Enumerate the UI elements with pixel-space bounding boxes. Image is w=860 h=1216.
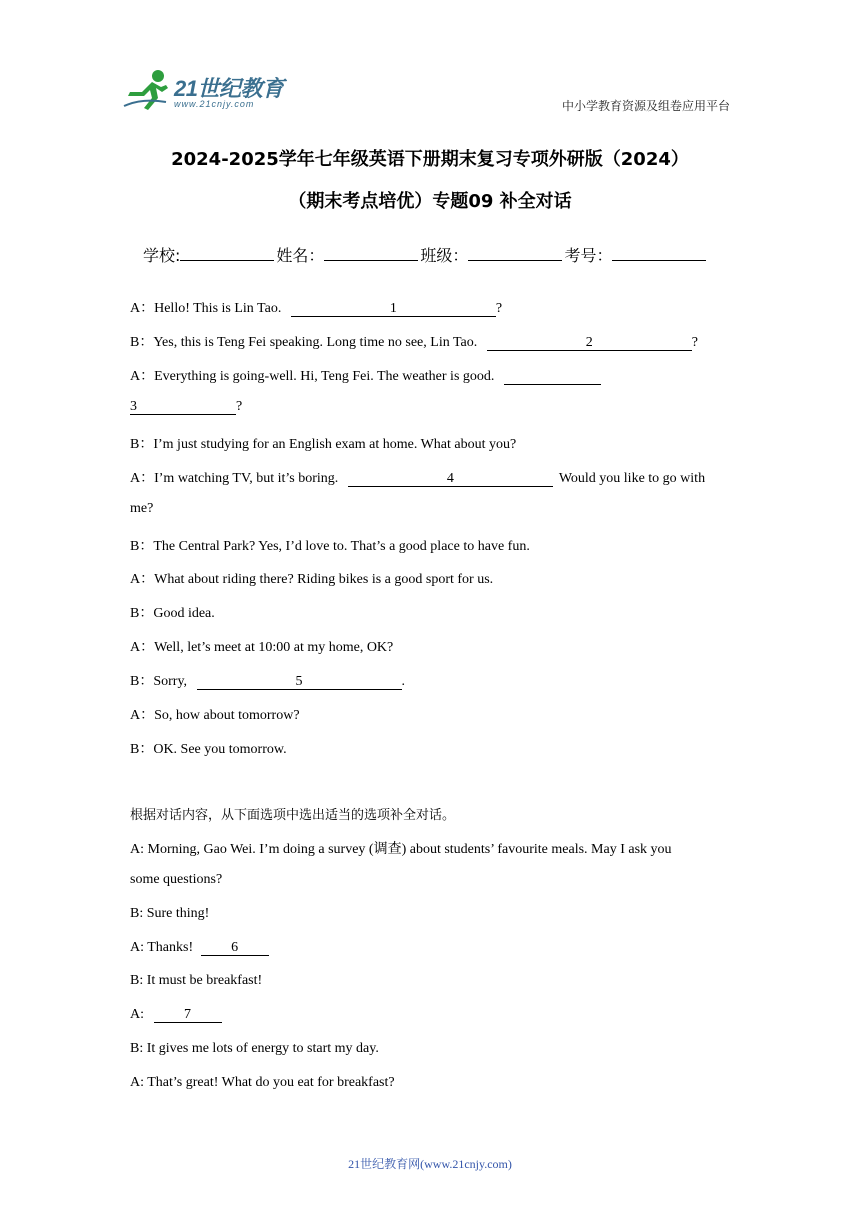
dialog-line: B：OK. See you tomorrow. <box>130 742 287 757</box>
number-label: 考号： <box>564 246 613 265</box>
dialog-line: B: Sure thing! <box>130 906 210 921</box>
dialog-line: me? <box>130 501 154 516</box>
logo <box>122 68 292 116</box>
dialog-line: B：The Central Park? Yes, I’d love to. That’s a good place to have fun. <box>130 539 530 554</box>
dialog-text: A: <box>130 1007 144 1022</box>
dialog-line <box>130 331 698 351</box>
dialog-text: . <box>401 674 406 689</box>
dialog-line <box>130 670 405 690</box>
dialog-line: A：So, how about tomorrow? <box>130 708 300 723</box>
dialog-line: B: It gives me lots of energy to start my day. <box>130 1041 379 1056</box>
school-blank[interactable] <box>180 246 274 261</box>
dialog-line <box>130 399 242 415</box>
dialog-line: A：Well, let’s meet at 10:00 at my home, OK? <box>130 640 394 655</box>
answer-blank-3-start[interactable] <box>504 369 601 385</box>
page-title: 2024-2025学年七年级英语下册期末复习专项外研版（2024） <box>171 149 689 170</box>
logo-url: www.21cnjy.com <box>174 99 255 109</box>
class-blank[interactable] <box>468 246 562 261</box>
runner-icon <box>122 68 172 114</box>
number-blank[interactable] <box>612 246 706 261</box>
dialog-line <box>130 467 705 487</box>
dialog-text: A：I’m watching TV, but it’s boring. <box>130 471 339 486</box>
answer-blank-5[interactable]: 5 <box>197 674 402 690</box>
dialog-text: ? <box>236 399 243 414</box>
dialog-line <box>130 940 269 956</box>
dialog-line <box>130 297 502 317</box>
platform-label: 中小学教育资源及组卷应用平台 <box>561 99 730 113</box>
class-label: 班级： <box>420 246 469 265</box>
school-label: 学校: <box>143 246 181 265</box>
answer-blank-2[interactable]: 2 <box>487 335 692 351</box>
dialog-text: A: Thanks! <box>130 940 194 955</box>
dialog-text: Would you like to go with <box>558 471 706 486</box>
name-blank[interactable] <box>324 246 418 261</box>
dialog-line: B：I’m just studying for an English exam at home. What about you? <box>130 437 517 452</box>
dialog-line: A：What about riding there? Riding bikes is a good sport for us. <box>130 572 494 587</box>
dialog-text: A：Everything is going-well. Hi, Teng Fei. The weather is good. <box>130 369 495 384</box>
dialog-line <box>130 365 601 385</box>
page-subtitle: （期末考点培优）专题09 补全对话 <box>288 191 572 212</box>
dialog-line: A: Morning, Gao Wei. I’m doing a survey (调查) about students’ favourite meals. May I ask you <box>130 842 672 857</box>
answer-blank-6[interactable]: 6 <box>201 940 269 956</box>
answer-blank-1[interactable]: 1 <box>291 301 496 317</box>
dialog-line <box>130 1007 222 1023</box>
footer-link[interactable]: 21世纪教育网(www.21cnjy.com) <box>348 1157 512 1171</box>
answer-blank-3[interactable]: 3 <box>130 399 236 415</box>
dialog-line: A: That’s great! What do you eat for breakfast? <box>130 1075 395 1090</box>
dialog-text: B：Yes, this is Teng Fei speaking. Long time no see, Lin Tao. <box>130 335 478 350</box>
answer-blank-4[interactable]: 4 <box>348 471 553 487</box>
dialog-text: B：Sorry, <box>130 674 188 689</box>
dialog-line: B: It must be breakfast! <box>130 973 263 988</box>
dialog-text: ? <box>691 335 698 350</box>
student-info <box>143 243 708 266</box>
dialog-line: B：Good idea. <box>130 606 215 621</box>
dialog-line: some questions? <box>130 872 223 887</box>
instruction-text: 根据对话内容，从下面选项中选出适当的选项补全对话。 <box>130 808 456 823</box>
dialog-text: ? <box>495 301 503 316</box>
dialog-text: A：Hello! This is Lin Tao. <box>130 301 282 316</box>
logo-text: 21世纪教育 <box>174 76 284 101</box>
name-label: 姓名： <box>276 246 325 265</box>
answer-blank-7[interactable]: 7 <box>154 1007 222 1023</box>
